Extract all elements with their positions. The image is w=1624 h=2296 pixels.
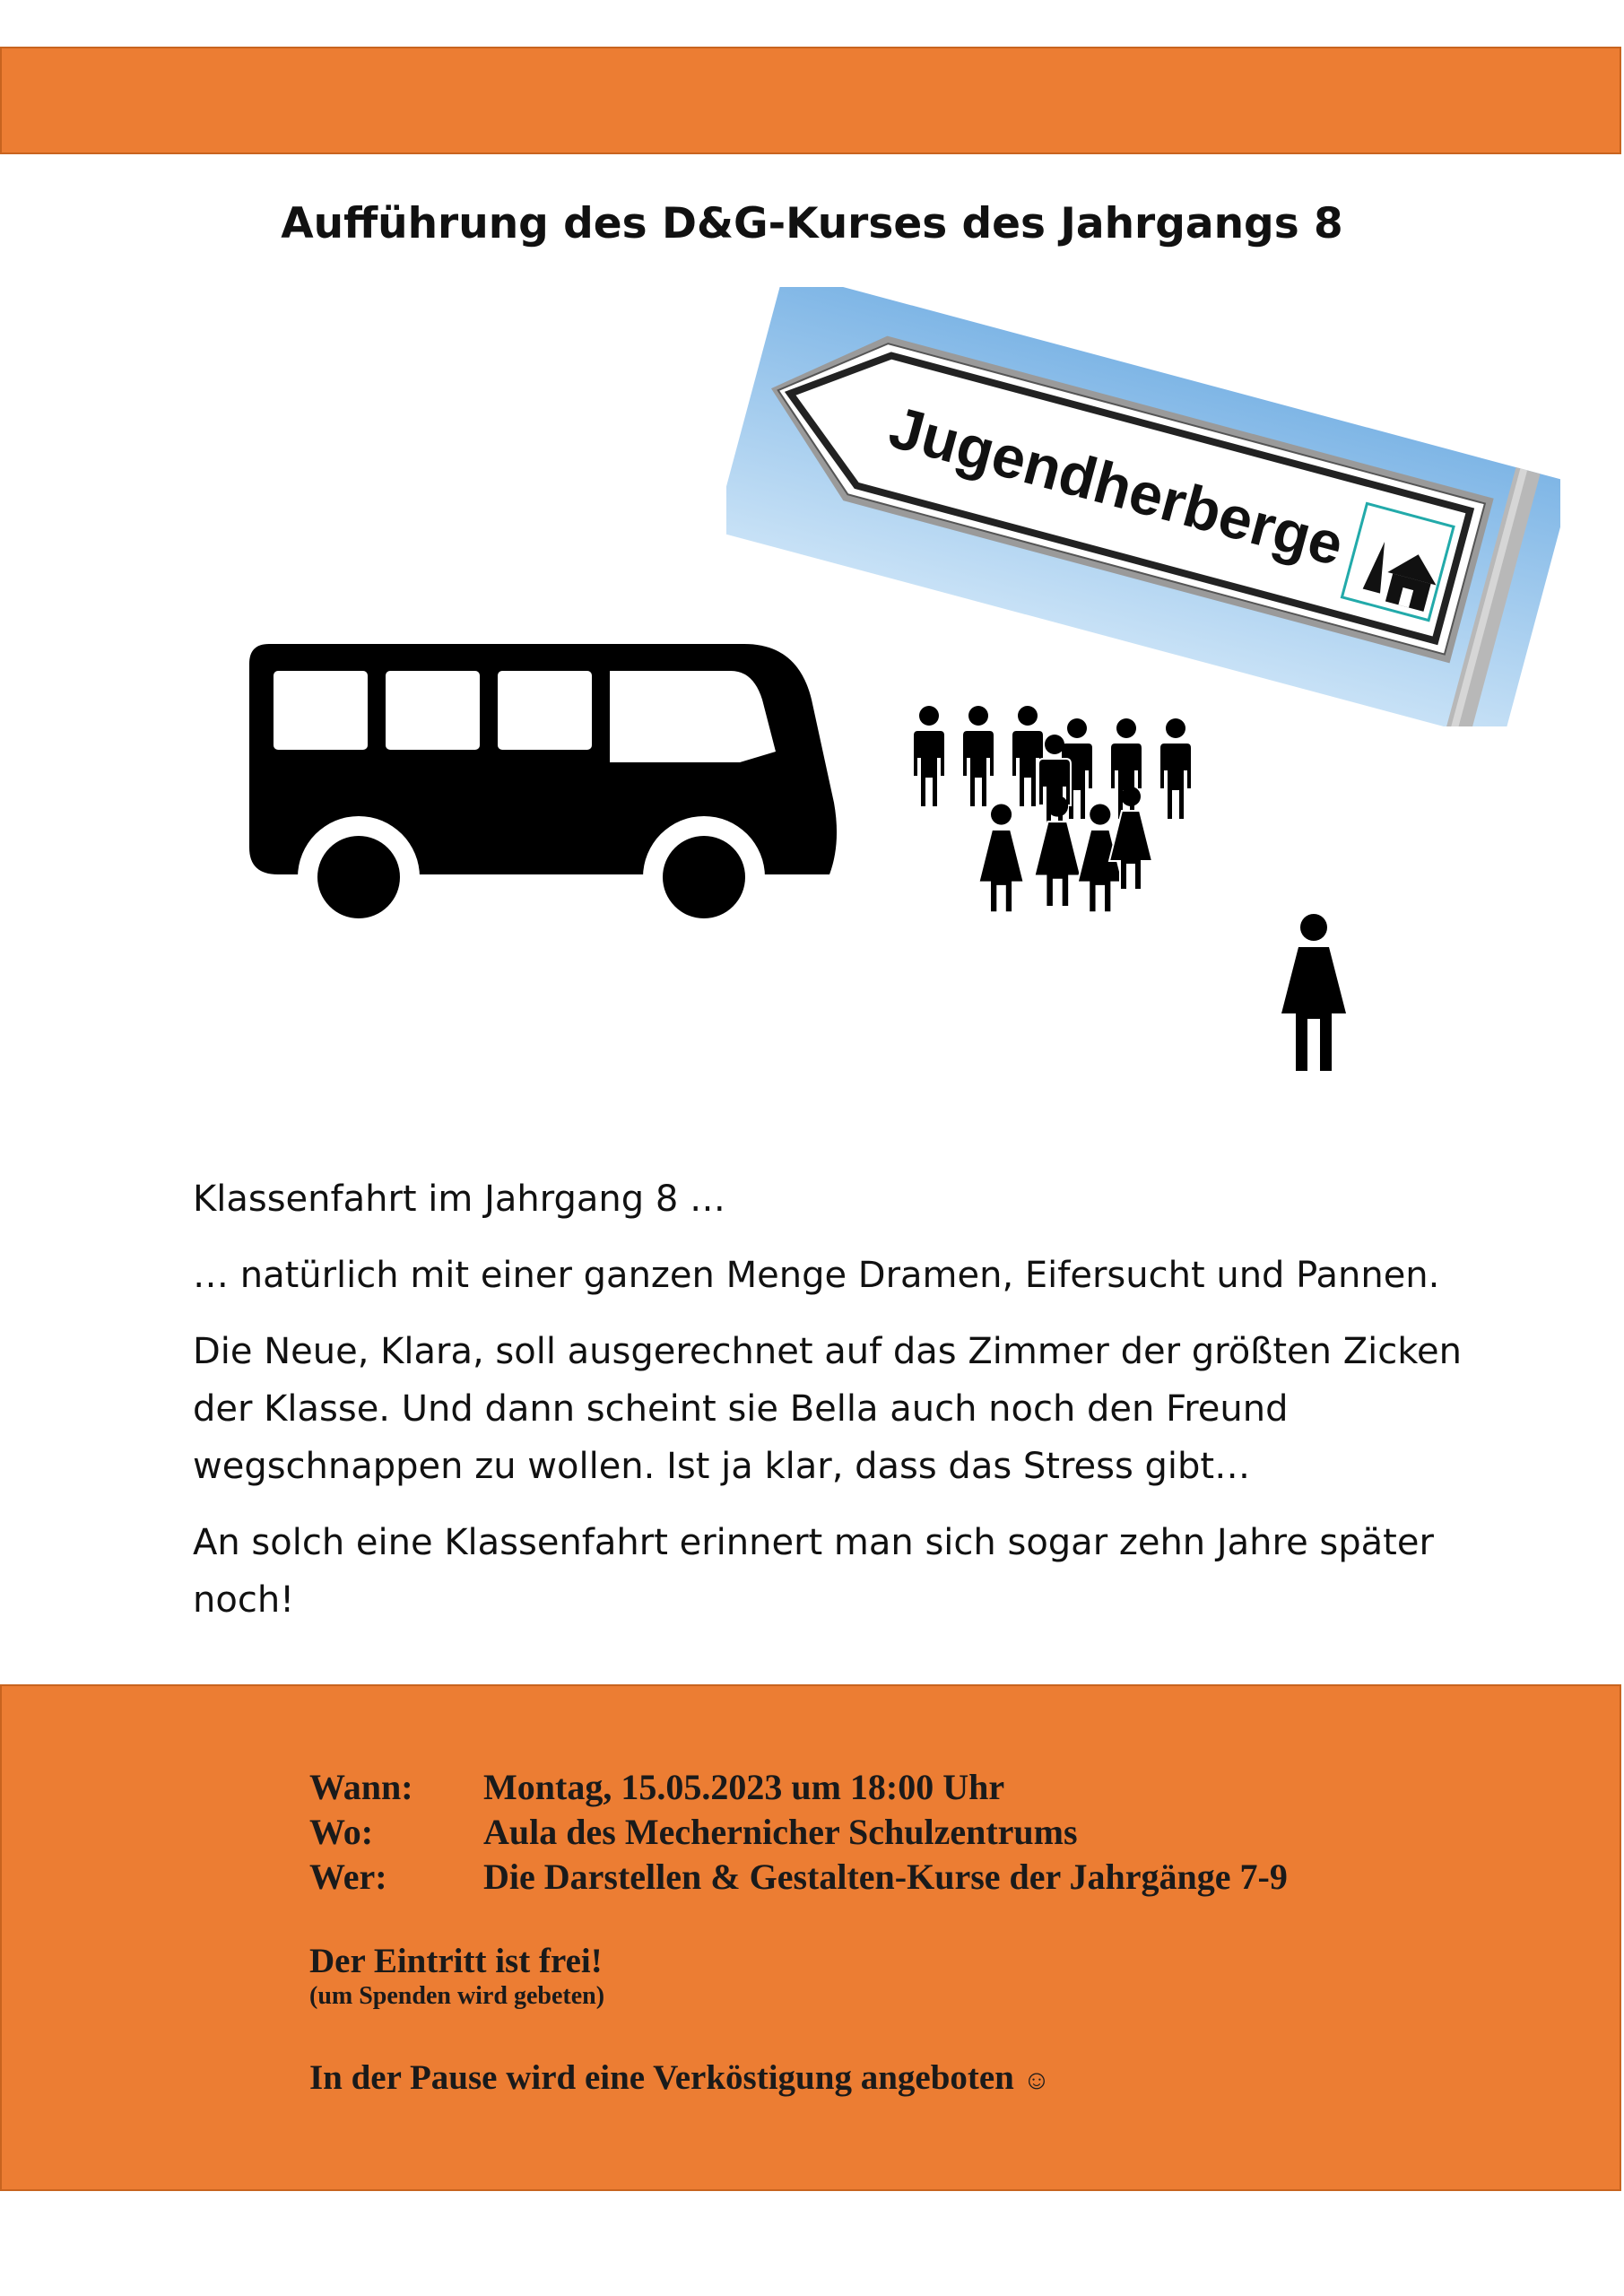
story-text xyxy=(193,1170,1466,1648)
who-row xyxy=(309,1855,1288,1900)
donation-note: (um Spenden wird gebeten) xyxy=(309,1982,605,2010)
paragraph-drama: … natürlich mit einer ganzen Menge Dramen, Eifersucht und Pannen. xyxy=(193,1255,1440,1296)
top-orange-band xyxy=(0,47,1621,154)
who-label: Wer: xyxy=(309,1857,387,1897)
when-value: Montag, 15.05.2023 um 18:00 Uhr xyxy=(483,1767,1005,1807)
where-label: Wo: xyxy=(309,1812,374,1852)
event-info xyxy=(309,1765,1288,2101)
when-label: Wann: xyxy=(309,1767,413,1807)
lone-woman-icon xyxy=(1269,913,1359,1074)
bus-icon xyxy=(242,637,852,933)
where-row xyxy=(309,1810,1288,1855)
smiley-icon: ☺ xyxy=(1022,2066,1051,2095)
paragraph-intro: Klassenfahrt im Jahrgang 8 … xyxy=(193,1178,726,1220)
who-value: Die Darstellen & Gestalten-Kurse der Jahrgänge 7-9 xyxy=(483,1857,1288,1897)
catering-note xyxy=(309,2057,1288,2101)
free-entry-text: Der Eintritt ist frei! xyxy=(309,1942,603,1980)
sign-text: Jugendherberge xyxy=(882,393,1348,578)
group-of-people-icon xyxy=(897,700,1220,969)
when-row xyxy=(309,1765,1288,1810)
page-title: Aufführung des D&G-Kurses des Jahrgangs 8 xyxy=(281,199,1343,248)
where-value: Aula des Mechernicher Schulzentrums xyxy=(483,1812,1078,1852)
paragraph-closing: An solch eine Klassenfahrt erinnert man sich sogar zehn Jahre später noch! xyxy=(193,1522,1434,1621)
paragraph-plot: Die Neue, Klara, soll ausgerechnet auf das Zimmer der größten Zicken der Klasse. Und dann scheint sie Bella auch noch den Freund wegschnappen zu wollen. Ist ja klar, dass das Stress gibt… xyxy=(193,1331,1462,1487)
catering-text: In der Pause wird eine Verköstigung angeboten xyxy=(309,2058,1014,2097)
